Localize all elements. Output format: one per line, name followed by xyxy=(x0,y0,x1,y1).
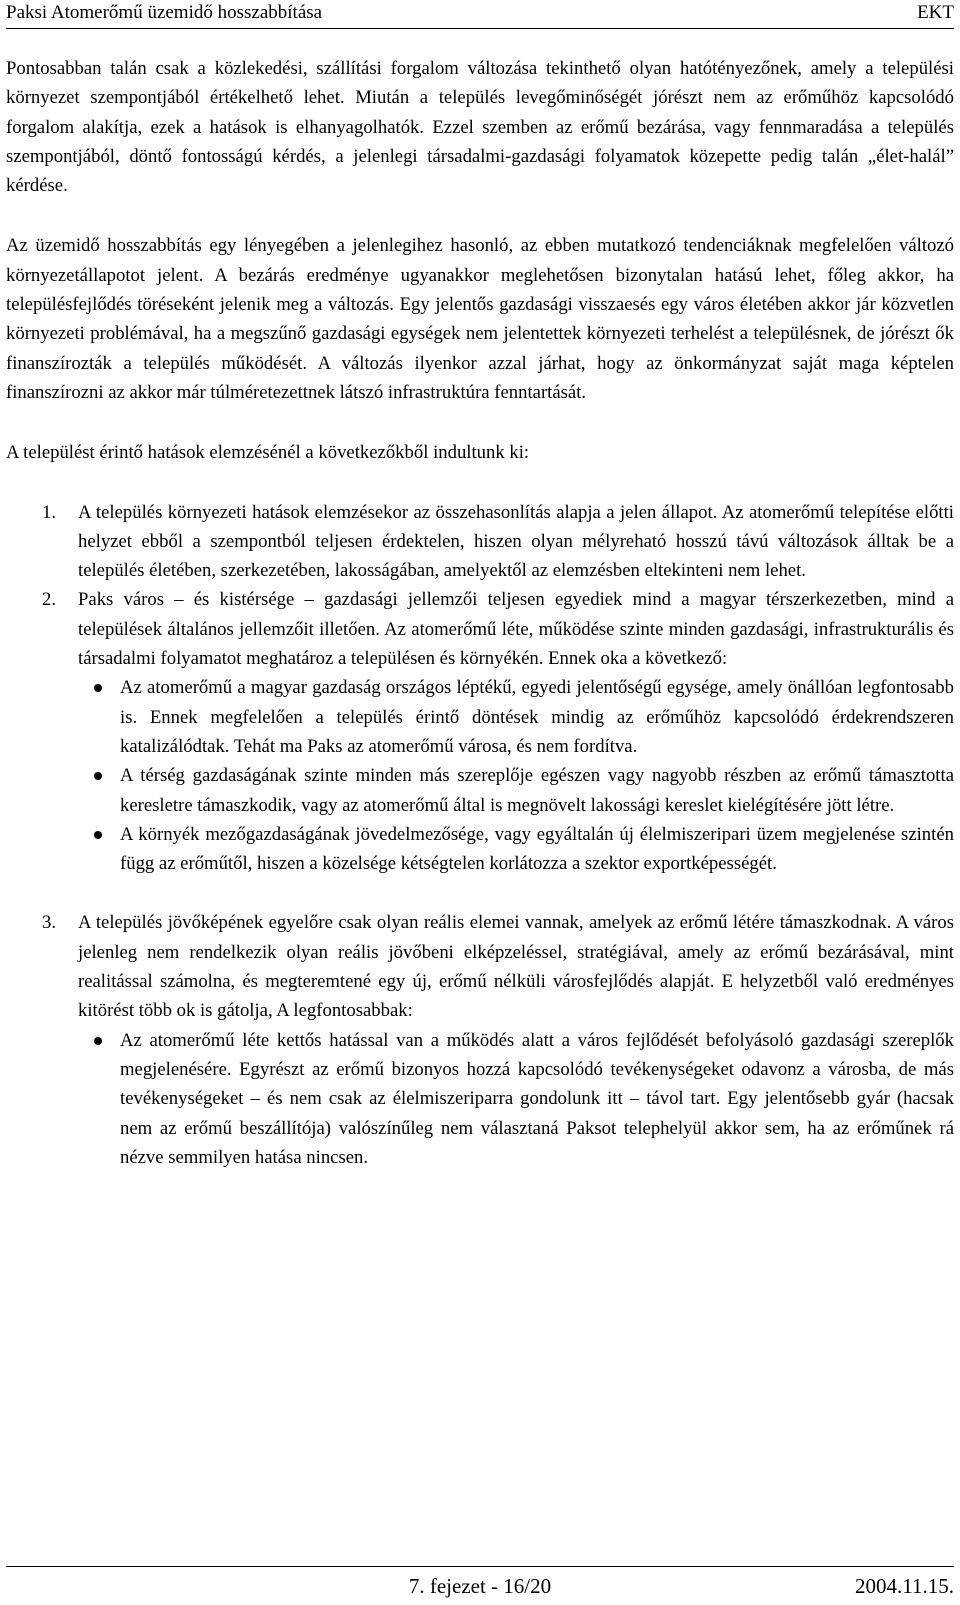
bullet-item xyxy=(78,673,954,761)
list-item xyxy=(6,585,954,878)
header-title: Paksi Atomerőmű üzemidő hosszabbítása xyxy=(6,2,323,23)
bullet-text: A térség gazdaságának szinte minden más szereplője egészen vagy nagyobb részben az erőmű támasztotta keresletre támaszkodik, vagy az atomerőmű által is megnövelt lakossági kereslet kielégítésére jött létre. xyxy=(120,765,954,816)
bullet-list xyxy=(78,673,954,878)
bullet-item xyxy=(78,761,954,820)
bullet-icon xyxy=(94,1037,102,1045)
item-text: Paks város – és kistérsége – gazdasági jellemzői teljesen egyediek mind a magyar térszerkezetben, mind a települések általános jellemzőit illetően. Az atomerőmű léte, működése szinte minden gazdasági, infrastrukturális és társadalmi folyamatot meghatároz a településen és környékén. Ennek oka a következő: xyxy=(78,589,954,670)
list-item xyxy=(6,498,954,586)
footer-date: 2004.11.15. xyxy=(855,1574,954,1598)
page-footer xyxy=(6,1566,954,1605)
bullet-icon xyxy=(94,831,102,839)
item-text: A település jövőképének egyelőre csak olyan reális elemei vannak, amelyek az erőmű létére támaszkodnak. A város jelenleg nem rendelkezik olyan reális jövőbeni elképzeléssel, stratégiával, amely az erőmű bezárásával, mint realitással számolna, és megteremtené egy új, erőmű nélküli városfejlődés alapját. E helyzetből való eredményes kitörést több ok is gátolja, A legfontosabbak: xyxy=(78,912,954,1022)
paragraph: Az üzemidő hosszabbítás egy lényegében a jelenlegihez hasonló, az ebben mutatkozó tendenciáknak megfelelően változó környezetállapotot jelent. A bezárás eredménye ugyanakkor meglehetősen bizonytalan hatású lehet, főleg akkor, ha településfejlődés töréseként jelenik meg a változás. Egy jelentős gazdasági visszaesés egy város életében akkor jár közvetlen környezeti problémával, ha a megszűnő gazdasági egységek nem jelentettek környezeti terhelést a településnek, de jórészt ők finanszírozták a település működését. A változás ilyenkor azzal járhat, hogy az önkormányzat saját maga képtelen finanszírozni az akkor már túlméretezettnek látszó infrastruktúra fenntartását. xyxy=(6,235,954,403)
page-header xyxy=(6,0,954,29)
header-org: EKT xyxy=(917,2,954,23)
list-item xyxy=(6,908,954,1172)
item-text: A település környezeti hatások elemzésekor az összehasonlítás alapja a jelen állapot. Az atomerőmű telepítése előtti helyzet ebből a szempontból teljesen érdektelen, hiszen olyan mélyreható hosszú távú változások álltak be a település életében, szerkezetében, lakosságában, amelyektől az elemzésben eltekinteni nem lehet. xyxy=(78,501,954,582)
bullet-text: Az atomerőmű a magyar gazdaság országos léptékű, egyedi jelentőségű egysége, amely önállóan legfontosabb is. Ennek megfelelően a település érintő döntések mindig az erőműhöz kapcsolódó érdekrendszeren katalizálódtak. Tehát ma Paks az atomerőmű városa, és nem fordítva. xyxy=(120,677,954,757)
paragraph: Pontosabban talán csak a közlekedési, szállítási forgalom változása tekinthető olyan hatótényezőnek, amely a települési környezet szempontjából értékelhető lehet. Miután a település levegőminőségét jórészt nem az erőműhöz kapcsolódó forgalom alakítja, ezek a hatások is elhanyagolhatók. Ezzel szemben az erőmű bezárása, vagy fennmaradása a település szempontjából, döntő fontosságú kérdés, a jelenlegi társadalmi-gazdasági folyamatok közepette pedig talán „élet-halál” kérdése. xyxy=(6,58,954,197)
item-number: 1. xyxy=(42,501,57,523)
document-body xyxy=(6,54,954,1172)
numbered-list xyxy=(6,498,954,1173)
bullet-list xyxy=(78,1026,954,1172)
item-number: 3. xyxy=(42,912,57,934)
bullet-icon xyxy=(94,684,102,692)
bullet-item xyxy=(78,1026,954,1172)
page-number: 7. fejezet - 16/20 xyxy=(408,1574,552,1598)
bullet-text: A környék mezőgazdaságának jövedelmezősége, vagy egyáltalán új élelmiszeripari üzem megjelenése szintén függ az erőműtől, hiszen a közelsége kétségtelen korlátozza a szektor exportképességét. xyxy=(120,823,954,875)
item-number: 2. xyxy=(42,589,57,611)
bullet-icon xyxy=(94,772,102,780)
bullet-text: Az atomerőmű léte kettős hatással van a működés alatt a város fejlődését befolyásoló gazdasági szereplők megjelenésére. Egyrészt az erőmű bizonyos hozzá kapcsolódó tevékenységeket odavonz a városba, de más tevékenységeket – és nem csak az élelmiszeriparra gondolunk itt – távol tart. Egy jelentősebb gyár (hacsak nem az erőmű beszállítója) valószínűleg nem választaná Paksot telephelyül akkor sem, ha az erőműnek rá nézve semmilyen hatása nincsen. xyxy=(120,1029,954,1168)
list-intro: A települést érintő hatások elemzésénél a következőkből indultunk ki: xyxy=(6,442,530,464)
bullet-item xyxy=(78,820,954,879)
